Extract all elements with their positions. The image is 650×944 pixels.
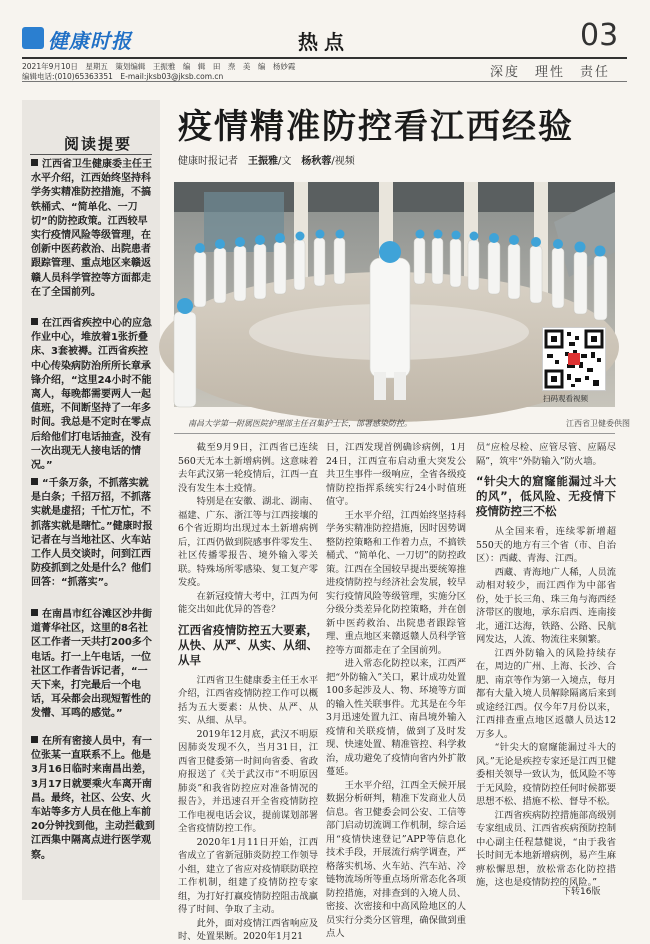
- paragraph: 从全国来看，连续零新增超550天的地方有三个省（市、自治区）：西藏、青海、江西。: [476, 526, 616, 564]
- bullet-square-icon: [31, 478, 38, 485]
- issue-meta: 2021年9月10日 星期五 策划编辑 王振雅 编 辑 田 焘 美 编 杨妙霞: [22, 62, 296, 71]
- masthead-logo: 健康时报: [48, 29, 132, 53]
- byline: [178, 152, 355, 167]
- photo-caption: 南昌大学第一附属医院护理部主任召集护士长，部署感染防控。: [188, 419, 412, 428]
- sidebar-item: 在江西省疾控中心的应急作业中心，堆放着1张折叠床、3套被褥。江西省疾控中心传染病防治所所长章承锋介绍，“这里24小时不能离人，每晚都需要两人一起值班，不间断坚持了一年多时间。我总是不定时在零点后给他们打电话抽查，没有一次出现无人接电话的情况。”: [31, 318, 152, 472]
- sidebar-item: “千条万条，不抓落实就是白条；千招万招，不抓落实就是虚招；千忙万忙，不抓落实就是瞎忙。”健康时报记者在与当地社区、火车站工作人员交谈时，问到江西防疫抓到之处是什么？他们回答：“抓落实”。: [31, 478, 153, 589]
- paragraph: 此外，面对疫情江西省响应及时、处置果断。2020年1月21: [178, 917, 318, 942]
- paragraph: 日，江西发现首例确诊病例，1月24日，江西宣布启动重大突发公共卫生事件一级响应，全省各级疫情防控指挥系统实行24小时值班值守。: [326, 442, 466, 507]
- paragraph: 截至9月9日，江西省已连续560天无本土新增病例。这意味着去年武汉第一轮疫情后，江西一直没有发生本土疫情。: [178, 442, 318, 494]
- paragraph: 2020年1月11日开始，江西省成立了省新冠肺炎防控工作领导小组，建立了省应对疫情联防联控工作机制，组建了疫情防控专家组，为打好打赢疫情防控阻击战赢得了时间、争取了主动。: [178, 836, 318, 915]
- byline-writer: 王振雅: [248, 156, 278, 167]
- paragraph: “针尖大的窟窿能漏过斗大的风。”无论是疾控专家还是江西卫健委相关领导一致认为，低风险不等于无风险，疫情防控任何时候都要思想不松、措施不松、督导不松。: [476, 742, 616, 807]
- paragraph: 2019年12月底，武汉不明原因肺炎发现不久，当月31日，江西省卫健委第一时间向省委、省政府报送了《关于武汉市“不明原因肺炎”和我省防控应对准备情况的报告》，并迅速召开全省疫情防控工作电视电话会议，提前谋划部署全省疫情防控工作。: [178, 728, 318, 834]
- bullet-square-icon: [31, 609, 38, 616]
- slogan: 深度 理性 责任: [490, 65, 611, 80]
- article-column-1: [178, 441, 318, 942]
- sidebar-item: 在南昌市红谷滩区沙井街道菁华社区，这里的8名社区工作者一天共打200多个电话。打一上午电话，一位社区工作者告诉记者，“一天下来，打完最后一个电话，耳朵都会出现短暂性的发懵、耳鸣的感觉。”: [31, 609, 152, 720]
- bullet-square-icon: [31, 159, 38, 166]
- byline-video-suffix: /视频: [331, 156, 355, 167]
- qr-caption: 扫码观看视频: [543, 394, 588, 403]
- sidebar-title: 阅读提要: [64, 135, 133, 153]
- section-title: 热点: [298, 30, 350, 54]
- continued-on-link[interactable]: 下转16版: [562, 887, 601, 897]
- headline: 疫情精准防控看江西经验: [178, 107, 574, 147]
- contact-meta: 编辑电话:(010)65363351 E-mail:jksb03@jksb.com.cn: [22, 72, 224, 81]
- paragraph: 王水平介绍，江西始终坚持科学务实精准防控措施，因时因势调整防控策略和工作着力点，不搞铁桶式、“简单化、一刀切”的防控政策。江西在全国较早提出要统筹推进疫情防控与经济社会发展，较早实行疫情风险等级管理，实施分区分级分类差异化防控策略，并在创新中医药救治、出院患者跟踪管理、重点地区来赣返赣人员科学管控等方面都走在了全国前列。: [326, 509, 466, 656]
- subheading: “针尖大的窟窿能漏过斗大的风”，低风险、无疫情下疫情防控三不松: [476, 474, 616, 518]
- paragraph: 江西省卫生健康委主任王水平介绍，江西省疫情防控工作可以概括为五大要素：从快、从严、从实、从细、从早。: [178, 674, 318, 726]
- byline-prefix: 健康时报记者: [178, 156, 238, 167]
- qr-code-icon[interactable]: [542, 327, 606, 391]
- photo-credit: 江西省卫健委供图: [566, 419, 630, 428]
- lead-nurse-figure: [370, 241, 410, 400]
- header-rule: [22, 57, 627, 59]
- article-column-3: [476, 441, 616, 888]
- byline-writer-suffix: /文: [278, 156, 292, 167]
- page-number: 03: [580, 18, 619, 53]
- caption-rule: [174, 433, 615, 434]
- paragraph: 王水平介绍，江西全天候开展数据分析研判，精准下发商业人员信息。省卫健委会同公安、工信等部门启动切流调工作机制，综合运用“疫情快速登记”APP等信息化技术手段，开展流行病学调查，严格落实机场、火车站、汽车站、冷链物流场所等重点场所常态化各项防控措施，对排查到的入境人员、密接、次密接和中高风险地区的人员实行分类分区管理，确保做到重点人: [326, 779, 466, 939]
- sidebar-item: 在所有密接人员中，有一位张某一直联系不上。他是3月16日临时来南昌出差，3月17日就要乘火车离开南昌。最终，社区、公安、火车站等多方人员在他上车前20分钟找到他，主动拦截到江西集中隔离点进行医学观察。: [31, 736, 155, 861]
- bullet-square-icon: [31, 736, 38, 743]
- paragraph: 西藏、青海地广人稀，人员流动相对较少，而江西作为中部省份，处于长三角、珠三角与海西经济带区的腹地，承东启西、连南接北，通江达海，铁路、公路、民航网发达，人流、物流往来频繁。: [476, 566, 616, 645]
- bullet-square-icon: [31, 318, 38, 325]
- sidebar-title-rule: [30, 154, 152, 155]
- paragraph: 在新冠疫情大考中，江西为何能交出如此优异的答卷？: [178, 590, 318, 615]
- paragraph: 江西外防输入的风险持续存在，周边的广州、上海、长沙、合肥、南京等作为第一入境点，每月都有大量入境人员解除隔离后来到或途经江西。仅今年7月份以来，江西排查重点地区返赣人员达12万多人。: [476, 647, 616, 740]
- paragraph: 员“应检尽检、应管尽管、应隔尽隔”，筑牢“外防输入”防火墙。: [476, 442, 616, 467]
- sidebar-item: 江西省卫生健康委主任王水平介绍，江西始终坚持科学务实精准防控措施，不搞铁桶式、“简单化、一刀切”的防控政策。江西较早实行疫情风险等级管理，在创新中医药救治、出院患者跟踪管理、重点地区来赣返赣人员科学管控等方面都走在了全国前列。: [31, 159, 152, 298]
- logo-icon: [22, 27, 44, 49]
- byline-video: 杨秋蓉: [301, 156, 332, 167]
- paragraph: 进入常态化防控以来，江西严把“外防输入”关口，累计成功处置100多起涉及人、物、环境等方面的输入性关联事件。尤其是在今年3月迅速处置九江、南昌境外输入疫情和关联疫情，做到了及时发现、快速处置、精准管控、科学救治，成功避免了疫情向省内外扩散蔓延。: [326, 658, 466, 777]
- header-rule-thin: [22, 81, 627, 82]
- paragraph: 江西省疾病防控措施部高级别专家组成员、江西省疾病预防控制中心副主任程慧健说，“由于我省长时间无本地新增病例，易产生麻痹松懈思想，放松常态化防控措施，这也是疫情防控的风险。”: [476, 809, 616, 888]
- subheading: 江西省疫情防控五大要素，从快、从严、从实、从细、从早: [178, 622, 318, 667]
- paragraph: 特别是在安徽、湖北、湖南、福建、广东、浙江等与江西接壤的6个省近期均出现过本土新增病例后，江西仍做到院感事件零发生、社区传播零报告、境外输入零关联。特殊场所零感染、复工复产零发疫。: [178, 496, 318, 588]
- article-column-2: [326, 441, 466, 939]
